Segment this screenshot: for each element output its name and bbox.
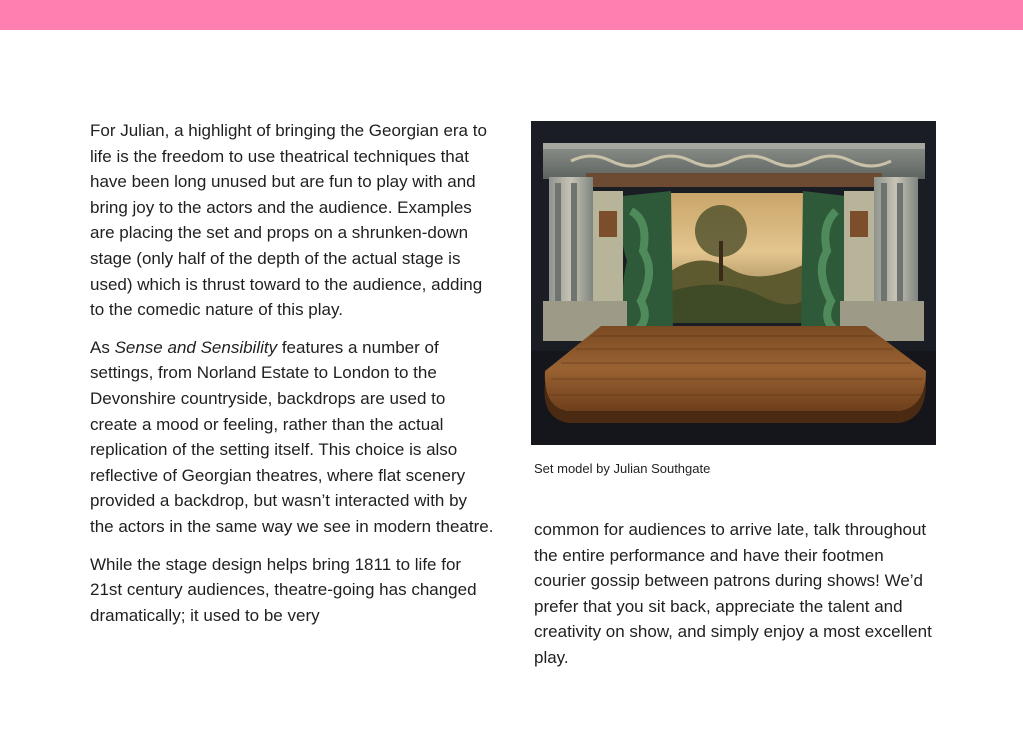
set-model-photo (531, 121, 936, 445)
paragraph-3: While the stage design helps bring 1811 to life for 21st century audiences, theatre-going has changed dramatically; it used to be very (90, 554, 477, 625)
paragraph-3-continued: common for audiences to arrive late, talk throughout the entire performance and have their footmen courier gossip between patrons during shows! We’d prefer that you sit back, appreciate the talent and creativity on show, and simply enjoy a most excellent play. (534, 520, 932, 667)
set-model-illustration (531, 121, 936, 445)
photo-caption: Set model by Julian Southgate (534, 461, 711, 476)
play-title: Sense and Sensibility (114, 337, 278, 357)
article-left-column (90, 118, 495, 640)
paragraph-2-start: As (90, 337, 115, 357)
paragraph-2-rest: features a number of settings, from Norland Estate to London to the Devonshire countryside, backdrops are used to create a mood or feeling, rather than the actual replication of the setting itself. This choice is also reflective of Georgian theatres, where flat scenery provided a backdrop, but wasn’t interacted with by the actors in the same way we see in modern theatre. (90, 337, 494, 536)
top-accent-bar (0, 0, 1023, 30)
paragraph-1: For Julian, a highlight of bringing the Georgian era to life is the freedom to use theatrical techniques that have been long unused but are fun to play with and bring joy to the actors and the audience. Examples are placing the set and props on a shrunken-down stage (only half of the depth of the actual stage is used) which is thrust toward to the audience, adding to the comedic nature of this play. (90, 121, 487, 320)
article-right-column (534, 517, 934, 671)
paragraph-2 (90, 335, 495, 540)
